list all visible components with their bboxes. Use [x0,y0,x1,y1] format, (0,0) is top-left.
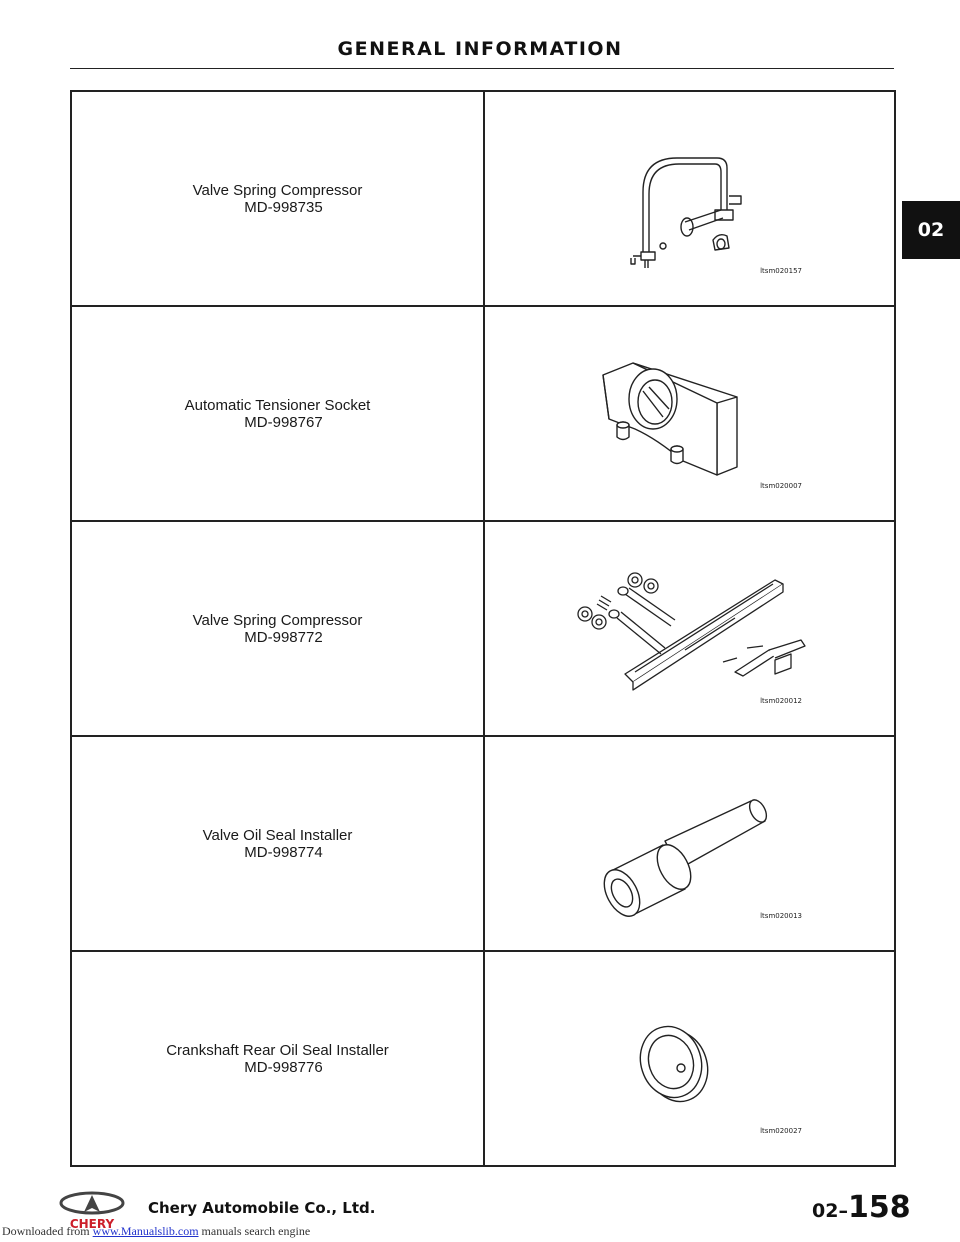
page-num: 158 [847,1190,911,1225]
tool-code: MD-998774 [244,843,323,861]
illustration-code: ltsm020157 [760,267,802,275]
tool-label [72,827,483,861]
valve-spring-compressor-illustration [485,92,896,305]
footer-company: Chery Automobile Co., Ltd. [148,1199,376,1217]
tool-name-cell [71,91,484,306]
logo-text: CHERY [69,1217,115,1231]
tool-name-cell [71,306,484,521]
crankshaft-seal-installer-illustration [485,952,896,1165]
tool-name: Automatic Tensioner Socket [184,396,371,414]
table-row [71,521,895,736]
table-row [71,91,895,306]
tool-image-cell [484,951,895,1166]
tool-image-cell [484,306,895,521]
download-suffix: manuals search engine [198,1224,311,1238]
tool-name: Valve Spring Compressor [192,181,363,199]
page-number [812,1190,911,1225]
tool-code: MD-998735 [244,198,323,216]
table-row [71,736,895,951]
tool-image-cell [484,521,895,736]
tool-image-cell [484,736,895,951]
illustration-code: ltsm020013 [760,912,802,920]
tool-image-cell [484,91,895,306]
tool-code: MD-998776 [244,1058,323,1076]
special-tools-table [70,90,896,1167]
tool-name-cell [71,521,484,736]
manualslib-link[interactable]: www.Manualslib.com [92,1224,199,1238]
tool-name: Valve Spring Compressor [192,611,363,629]
tool-code: MD-998767 [244,413,323,431]
tool-code: MD-998772 [244,628,323,646]
tensioner-socket-illustration [485,307,896,520]
valve-oil-seal-installer-illustration [485,737,896,950]
tool-label [72,397,483,431]
header-rule [70,68,894,69]
illustration-code: ltsm020027 [760,1127,802,1135]
tool-name-cell [71,736,484,951]
table-row [71,951,895,1166]
page-prefix: 02– [812,1200,848,1222]
tool-name: Crankshaft Rear Oil Seal Installer [166,1041,389,1059]
illustration-code: ltsm020012 [760,697,802,705]
tool-label [72,612,483,646]
tool-name-cell [71,951,484,1166]
table-row [71,306,895,521]
page-header-title: GENERAL INFORMATION [337,38,623,60]
section-tab: 02 [902,201,960,259]
illustration-code: ltsm020007 [760,482,802,490]
download-prefix: Downloaded from [2,1224,93,1238]
tool-label [72,182,483,216]
valve-spring-compressor-kit-illustration [485,522,896,735]
tool-name: Valve Oil Seal Installer [202,826,353,844]
tool-label [72,1042,483,1076]
download-note [2,1224,310,1239]
